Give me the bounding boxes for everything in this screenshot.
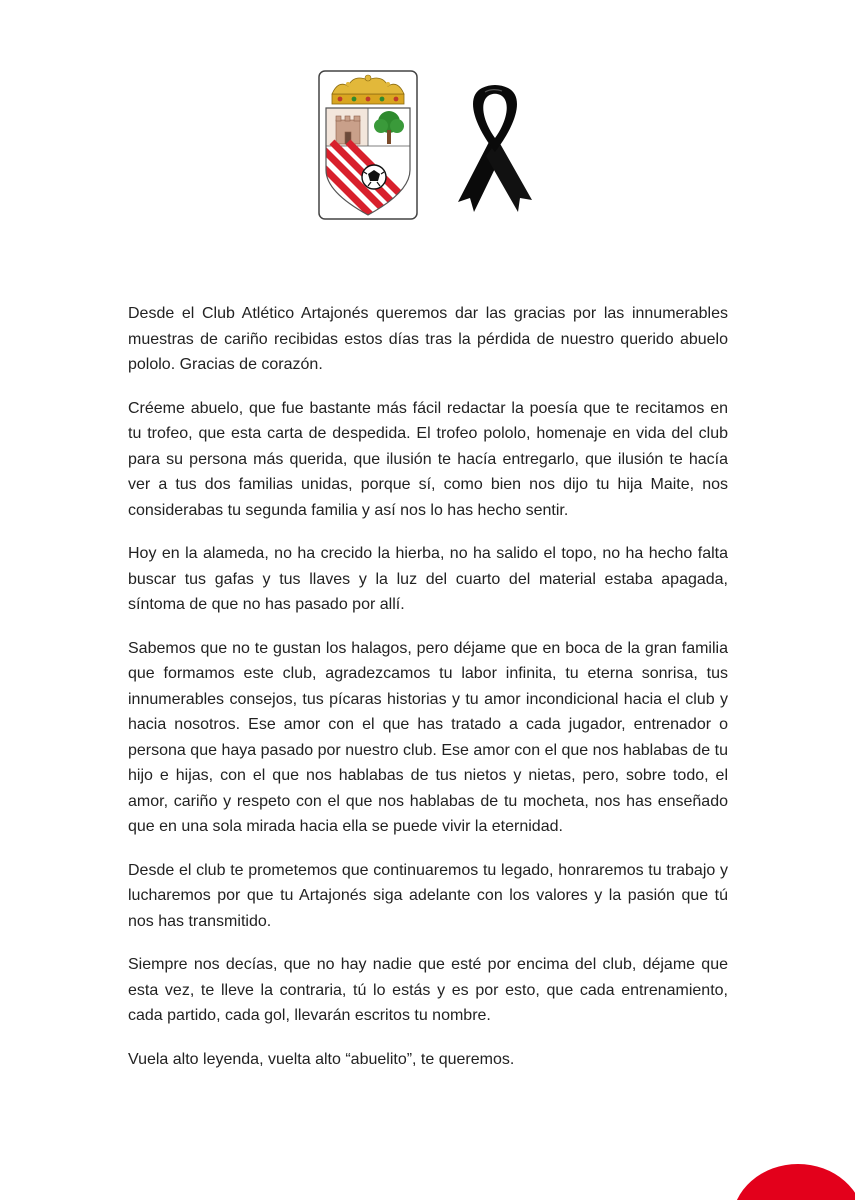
letter-paragraph: Sabemos que no te gustan los halagos, pero déjame que en boca de la gran familia que formamos este club, agradezcamos tu labor infinita, tu eterna sonrisa, tus innumerables consejos, tus pícaras historias y tu amor incondicional hacia el club y hacia nosotros. Ese amor con el que has tratado a cada jugador, entrenador o persona que haya pasado por nuestro club. Ese amor con el que nos hablabas de tu hijo e hijas, con el que nos hablabas de tus nietos y nietas, pero, sobre todo, el amor, cariño y respeto con el que nos hablabas de tu mocheta, nos has enseñado que en una sola mirada hacia ella se puede vivir la eternidad. — [128, 639, 728, 835]
letter-paragraph: Siempre nos decías, que no hay nadie que esté por encima del club, déjame que esta vez, te lleve la contraria, tú lo estás y es por esto, que cada entrenamiento, cada partido, cada gol, llevarán escritos tu nombre. — [128, 956, 728, 1024]
letter-paragraph: Desde el club te prometemos que continuaremos tu legado, honraremos tu trabajo y lucharemos por que tu Artajonés siga adelante con los valores y la pasión que tú nos has transmitido. — [128, 861, 728, 930]
black-mourning-ribbon-icon — [452, 82, 538, 216]
letter-paragraph: Créeme abuelo, que fue bastante más fácil redactar la poesía que te recitamos en tu trofeo, que esta carta de despedida. El trofeo pololo, homenaje en vida del club para su persona más querida, que ilusión te hacía entregarlo, que ilusión te hacía ver a tus dos familias unidas, porque sí, como bien nos dijo tu hija Maite, nos considerabas tu segunda familia y así nos lo has hecho sentir. — [128, 399, 728, 519]
club-crest-icon — [318, 70, 418, 220]
red-corner-decoration — [728, 1162, 855, 1200]
letter-body — [128, 301, 728, 1090]
letter-paragraph: Desde el Club Atlético Artajonés queremos dar las gracias por las innumerables muestras de cariño recibidas estos días tras la pérdida de nuestro querido abuelo pololo. Gracias de corazón. — [128, 305, 728, 373]
letter-paragraph-closing: Vuela alto leyenda, vuelta alto “abuelito”, te queremos. — [128, 1050, 515, 1068]
letter-paragraph: Hoy en la alameda, no ha crecido la hierba, no ha salido el topo, no ha hecho falta buscar tus gafas y tus llaves y la luz del cuarto del material estaba apagada, síntoma de que no has pasado por allí. — [128, 545, 728, 613]
